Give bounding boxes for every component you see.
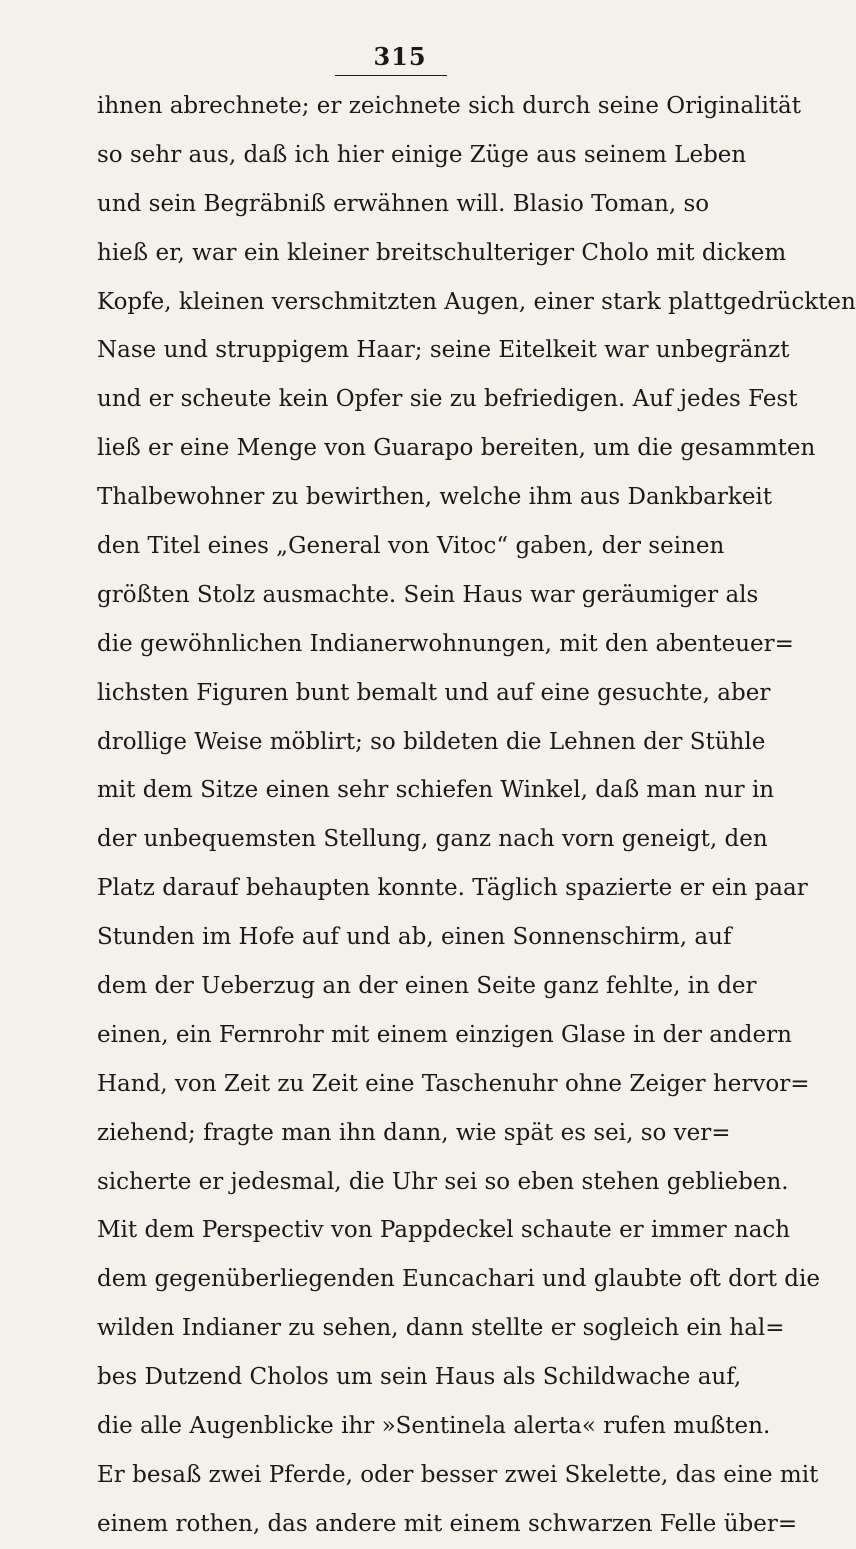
page-number-rule bbox=[335, 75, 447, 76]
text-line: einen, ein Fernrohr mit einem einzigen Glase in der andern bbox=[97, 1021, 792, 1048]
text-line: größten Stolz ausmachte. Sein Haus war geräumiger als bbox=[97, 581, 759, 608]
body-text bbox=[97, 82, 856, 1549]
text-line: ziehend; fragte man ihn dann, wie spät es sei, so ver= bbox=[97, 1119, 731, 1146]
page-number: 315 bbox=[373, 42, 427, 71]
text-line: wilden Indianer zu sehen, dann stellte er sogleich ein hal= bbox=[97, 1315, 785, 1342]
text-line: dem der Ueberzug an der einen Seite ganz fehlte, in der bbox=[97, 973, 757, 1000]
text-line: mit dem Sitze einen sehr schiefen Winkel, daß man nur in bbox=[97, 777, 775, 804]
text-line: einem rothen, das andere mit einem schwarzen Felle über= bbox=[97, 1510, 798, 1537]
text-line: sicherte er jedesmal, die Uhr sei so eben stehen geblieben. bbox=[97, 1168, 789, 1195]
text-line: den Titel eines „General von Vitoc“ gaben, der seinen bbox=[97, 533, 725, 560]
text-line: Mit dem Perspectiv von Pappdeckel schaute er immer nach bbox=[97, 1217, 791, 1244]
text-line: Kopfe, kleinen verschmitzten Augen, einer stark plattgedrückten bbox=[97, 288, 856, 315]
text-line: ihnen abrechnete; er zeichnete sich durch seine Originalität bbox=[97, 93, 802, 119]
text-line: lichsten Figuren bunt bemalt und auf eine gesuchte, aber bbox=[97, 679, 771, 706]
text-line: die gewöhnlichen Indianerwohnungen, mit den abenteuer= bbox=[97, 630, 794, 657]
text-line: Er besaß zwei Pferde, oder besser zwei Skelette, das eine mit bbox=[97, 1461, 819, 1488]
text-line: Hand, von Zeit zu Zeit eine Taschenuhr ohne Zeiger hervor= bbox=[97, 1070, 810, 1097]
text-line: die alle Augenblicke ihr »Sentinela alerta« rufen mußten. bbox=[97, 1413, 771, 1440]
text-line: Thalbewohner zu bewirthen, welche ihm aus Dankbarkeit bbox=[97, 484, 773, 511]
text-line: der unbequemsten Stellung, ganz nach vorn geneigt, den bbox=[97, 826, 768, 853]
text-line: dem gegenüberliegenden Euncachari und glaubte oft dort die bbox=[97, 1266, 820, 1293]
text-line: bes Dutzend Cholos um sein Haus als Schildwache auf, bbox=[97, 1364, 742, 1391]
text-line: so sehr aus, daß ich hier einige Züge aus seinem Leben bbox=[97, 141, 747, 168]
text-line: Platz darauf behaupten konnte. Täglich spazierte er ein paar bbox=[97, 875, 808, 902]
text-line: drollige Weise möblirt; so bildeten die Lehnen der Stühle bbox=[97, 728, 766, 755]
text-line: ließ er eine Menge von Guarapo bereiten, um die gesammten bbox=[97, 435, 816, 462]
text-line: Stunden im Hofe auf und ab, einen Sonnenschirm, auf bbox=[97, 924, 732, 951]
text-line: und sein Begräbniß erwähnen will. Blasio Toman, so bbox=[97, 190, 710, 217]
text-line: hieß er, war ein kleiner breitschulteriger Cholo mit dickem bbox=[97, 239, 787, 266]
text-line: Nase und struppigem Haar; seine Eitelkeit war unbegränzt bbox=[97, 337, 790, 364]
text-line: und er scheute kein Opfer sie zu befriedigen. Auf jedes Fest bbox=[97, 386, 798, 413]
